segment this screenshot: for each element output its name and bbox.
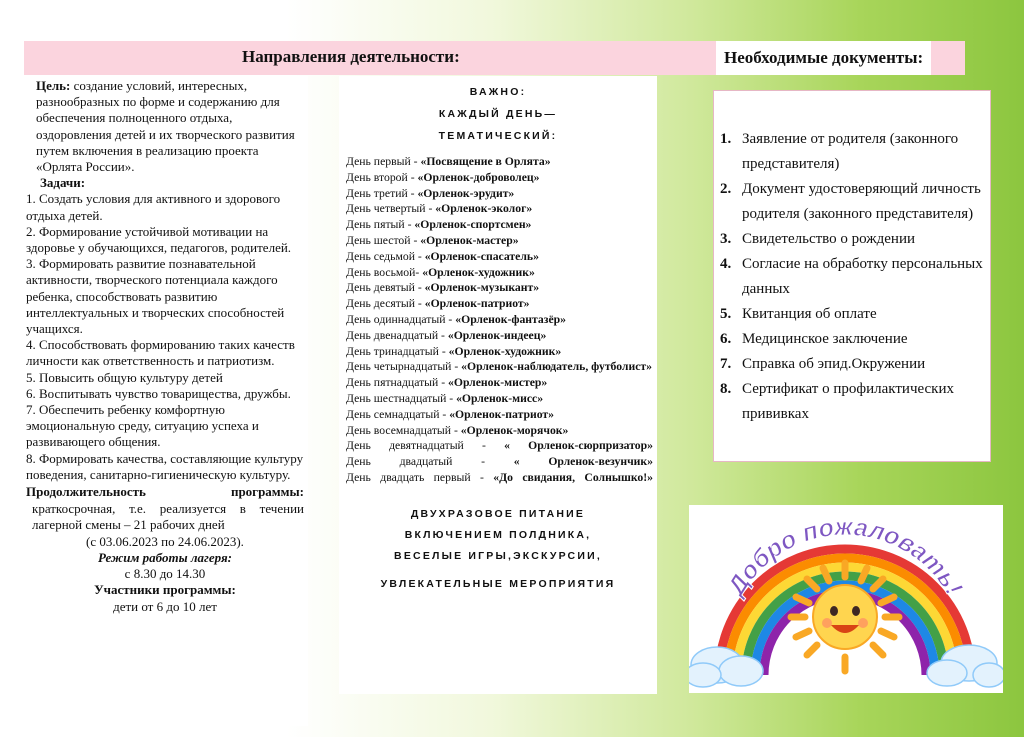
day-row (343, 391, 653, 407)
day-theme: «Орленок-наблюдатель, футболист» (461, 360, 652, 374)
document-number: 3. (720, 231, 732, 247)
day-label: День шестой - (346, 233, 421, 247)
schedule-value: с 8.30 до 14.30 (124, 566, 206, 582)
day-theme: «Орленок-доброволец» (417, 170, 540, 184)
every-day-caption: КАЖДЫЙ ДЕНЬ— (438, 108, 558, 120)
meals-caption-line: ДВУХРАЗОВОЕ ПИТАНИЕ (410, 507, 586, 520)
day-theme: «Орленок-патриот» (449, 407, 554, 421)
goal-label: Цель: (36, 78, 71, 93)
day-row (343, 186, 653, 202)
day-theme: «Орленок-мисс» (456, 391, 544, 405)
participants-label: Участники программы: (94, 582, 236, 598)
day-row (343, 154, 653, 170)
day-label: День тринадцатый - (346, 344, 449, 358)
day-label: День первый - (346, 155, 421, 168)
day-label: День девятый - (346, 281, 425, 295)
tasks-title: Задачи: (40, 175, 86, 191)
day-theme: « Орленок-сюрпризатор» (504, 439, 653, 453)
duration-dates: (с 03.06.2023 по 24.06.2023). (86, 533, 244, 549)
document-item (720, 177, 990, 227)
day-label: День двадцать первый - (346, 470, 494, 484)
welcome-caption: Добро пожаловать! (722, 512, 968, 601)
day-theme: «До свидания, Солнышко!» (493, 470, 653, 484)
day-label: День двенадцатый - (346, 328, 448, 342)
day-row (343, 438, 653, 454)
document-text: Квитанция об оплате (742, 306, 877, 322)
document-text: Медицинское заключение (742, 331, 908, 347)
activities-heading: Направления деятельности: (242, 47, 460, 66)
day-label: День шестнадцатый - (346, 391, 457, 405)
document-item (720, 302, 990, 327)
task-item: 5. Повысить общую культуру детей (26, 369, 223, 385)
document-number: 8. (720, 381, 732, 397)
task-item: 8. Формировать качества, составляющие культуру поведения, санитарно-гигиеническую культуру. (26, 450, 304, 482)
duration-label: Продолжительность программы: (26, 484, 304, 500)
day-row (343, 170, 653, 186)
day-theme: «Орленок-мастер» (420, 233, 519, 247)
goal-paragraph (26, 78, 304, 175)
day-label: День четвертый - (346, 202, 436, 216)
duration-text: краткосрочная, т.е. реализуется в течении лагерной смены – 21 рабочих дней (32, 501, 304, 533)
document-text: Согласие на обработку персональных данных (742, 256, 983, 297)
meals-caption-line: ВЕСЕЛЫЕ ИГРЫ,ЭКСКУРСИИ, (394, 549, 602, 562)
day-label: День двадцатый - (346, 455, 514, 469)
day-theme: «Орленок-эрудит» (417, 186, 515, 200)
day-row (343, 423, 653, 439)
documents-heading: Необходимые документы: (716, 41, 931, 75)
thematic-caption: ТЕМАТИЧЕСКИЙ: (438, 130, 558, 142)
rainbow-sun-illustration (689, 505, 1003, 693)
document-item (720, 127, 990, 177)
document-item (720, 377, 990, 427)
task-item: 6. Воспитывать чувство товарищества, дружбы. (26, 385, 291, 401)
day-row (343, 470, 653, 486)
day-label: День девятнадцатый - (346, 439, 505, 453)
document-item (720, 352, 990, 377)
document-item (720, 252, 990, 302)
day-label: День семнадцатый - (346, 407, 450, 421)
document-item (720, 227, 990, 252)
document-number: 1. (720, 131, 732, 147)
schedule-label: Режим работы лагеря: (98, 549, 232, 565)
welcome-illustration (689, 505, 1003, 693)
meals-caption-line: ВКЛЮЧЕНИЕМ ПОЛДНИКА, (404, 528, 592, 541)
day-label: День седьмой - (346, 249, 425, 263)
day-row (343, 344, 653, 360)
task-item: 2. Формирование устойчивой мотивации на здоровье у обучающихся, педагогов, родителей. (26, 223, 292, 256)
documents-list (720, 127, 990, 427)
day-label: День восьмой- (346, 265, 423, 279)
task-item: 4. Способствовать формированию таких качеств личности как ответственность и патриотизм. (26, 337, 295, 369)
document-text: Свидетельство о рождении (742, 231, 915, 247)
day-row (343, 201, 653, 217)
document-number: 7. (720, 356, 732, 372)
day-theme: «Орленок-эколог» (435, 202, 533, 216)
important-caption: ВАЖНО: (469, 86, 527, 98)
document-number: 5. (720, 306, 732, 322)
task-item: 1. Создать условия для активного и здорового отдыха детей. (26, 191, 281, 223)
document-number: 2. (720, 181, 732, 197)
document-text: Сертификат о профилактических прививках (742, 381, 954, 422)
day-row (343, 454, 653, 470)
day-label: День одиннадцатый - (346, 312, 456, 326)
day-label: День второй - (346, 170, 418, 184)
participants-value: дети от 6 до 10 лет (113, 598, 217, 614)
day-theme: «Орленок-спасатель» (424, 249, 539, 263)
day-row (343, 407, 653, 423)
document-text: Заявление от родителя (законного представителя) (742, 131, 959, 172)
task-item: 3. Формировать развитие познавательной активности, творческого потенциала каждого ребенка, способствовать развитию интеллектуальных и творческих способностей учащихся. (26, 256, 285, 337)
day-label: День пятый - (346, 218, 415, 232)
day-row (343, 296, 653, 312)
sun-icon (791, 563, 899, 671)
day-label: День десятый - (346, 297, 425, 311)
day-label: День восемнадцатый - (346, 423, 461, 437)
day-theme: «Орленок-морячок» (460, 423, 569, 437)
day-theme: «Орленок-мистер» (448, 376, 548, 390)
day-row (343, 233, 653, 249)
day-theme: «Посвящение в Орлята» (420, 155, 551, 168)
day-theme: «Орленок-художник» (422, 265, 535, 279)
day-label: День третий - (346, 186, 418, 200)
day-row (343, 217, 653, 233)
day-row (343, 265, 653, 281)
daily-themes-panel (339, 76, 657, 694)
day-label: День пятнадцатый - (346, 376, 449, 390)
day-row (343, 375, 653, 391)
day-row (343, 312, 653, 328)
day-theme: «Орленок-патриот» (424, 297, 530, 311)
document-number: 4. (720, 256, 732, 272)
day-row (343, 249, 653, 265)
day-theme: «Орленок-художник» (448, 344, 562, 358)
goal-text: создание условий, интересных, разнообразных по форме и содержанию для обеспечения полноценного отдыха, оздоровления детей и их творческого развития путем включения в реализацию проекта «Орлята России». (36, 78, 295, 175)
day-row (343, 280, 653, 296)
day-theme: «Орленок-спортсмен» (414, 218, 532, 232)
task-item: 7. Обеспечить ребенку комфортную эмоциональную среду, ситуацию успеха и развивающего общения. (26, 402, 259, 450)
program-info-panel (24, 76, 308, 726)
day-theme: «Орленок-фантазёр» (455, 312, 566, 326)
day-row (343, 328, 653, 344)
documents-box (713, 90, 991, 462)
day-row (343, 359, 653, 375)
days-list (343, 154, 653, 486)
document-item (720, 327, 990, 352)
document-number: 6. (720, 331, 732, 347)
day-label: День четырнадцатый - (346, 360, 462, 374)
day-theme: « Орленок-везунчик» (513, 455, 653, 469)
day-theme: «Орленок-музыкант» (424, 281, 540, 295)
document-text: Документ удостоверяющий личность родителя (законного представителя) (742, 181, 981, 222)
day-theme: «Орленок-индеец» (447, 328, 547, 342)
meals-info (343, 508, 653, 590)
document-text: Справка об эпид.Окружении (742, 356, 926, 372)
meals-caption-line: УВЛЕКАТЕЛЬНЫЕ МЕРОПРИЯТИЯ (380, 577, 616, 590)
